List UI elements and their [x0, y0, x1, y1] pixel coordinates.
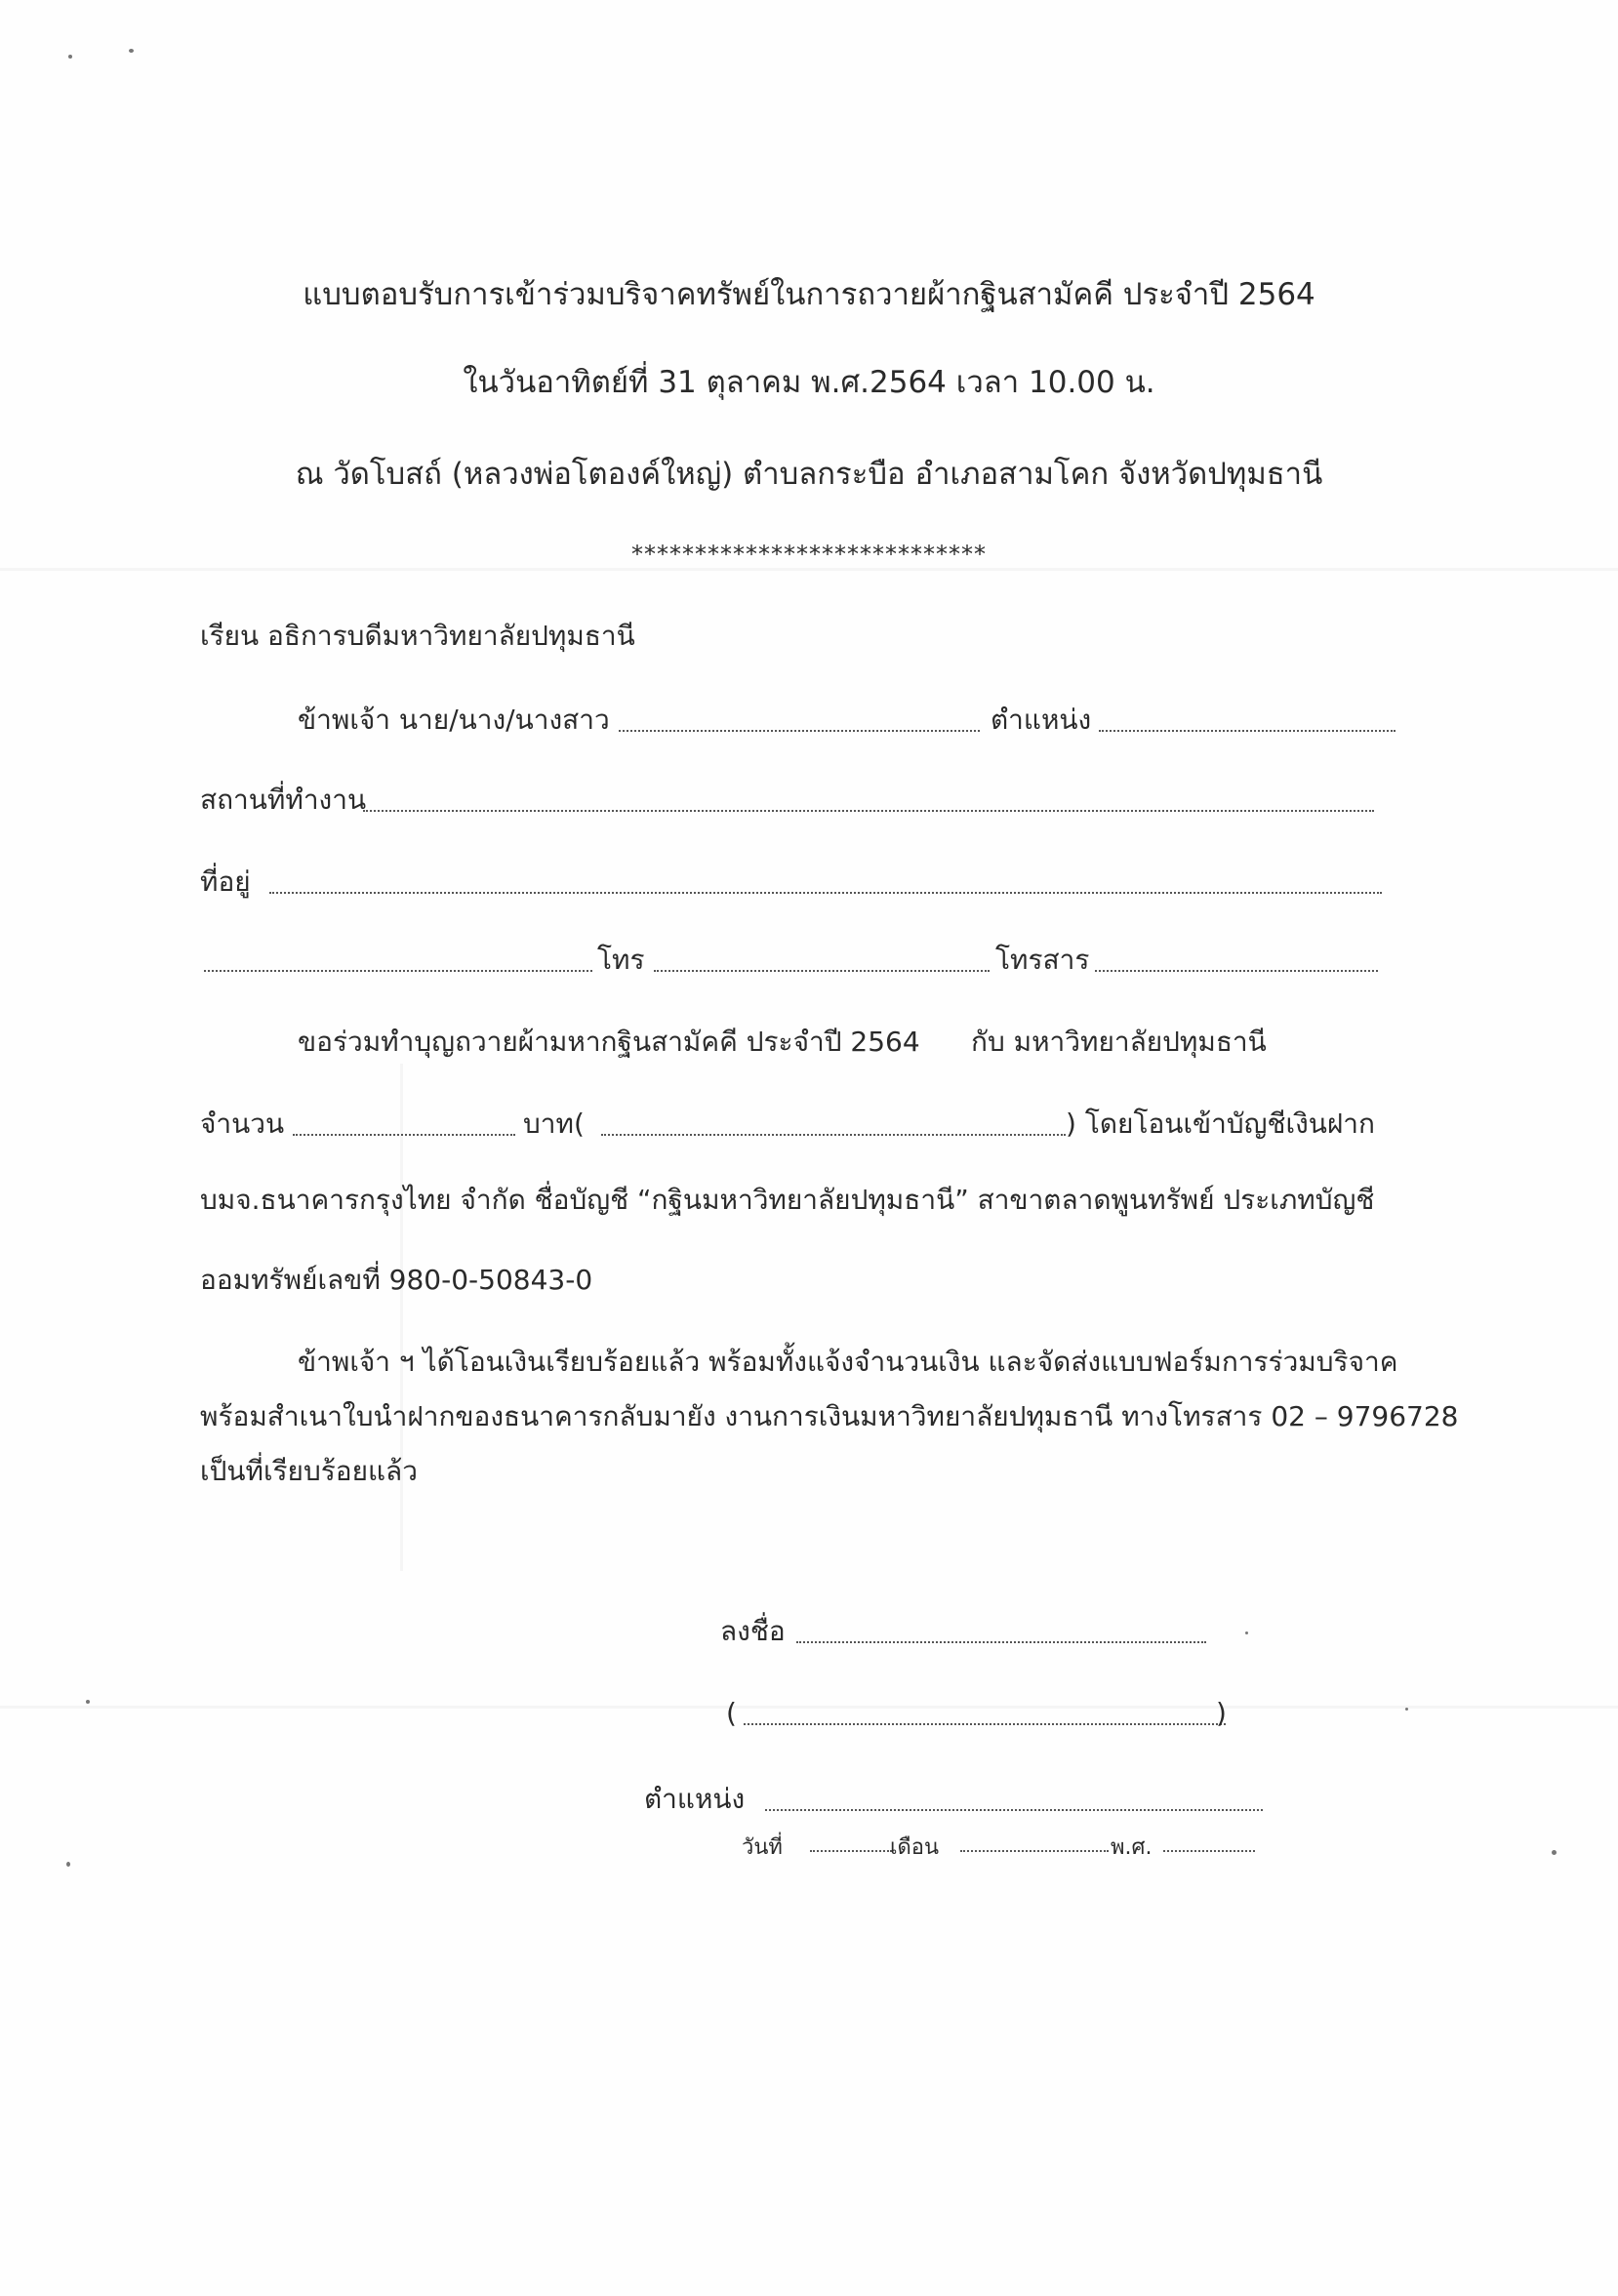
- paren-close: ): [1216, 1697, 1227, 1729]
- phone-field[interactable]: [654, 945, 990, 972]
- signature-field[interactable]: [796, 1616, 1206, 1643]
- amount-label: จำนวน: [200, 1108, 285, 1140]
- position-field[interactable]: [1099, 705, 1396, 732]
- scan-speck: [1245, 1631, 1248, 1634]
- printed-name-field[interactable]: [744, 1698, 1226, 1725]
- workplace-label: สถานที่ทำงาน: [200, 784, 367, 816]
- account-number: ออมทรัพย์เลขที่ 980-0-50843-0: [200, 1264, 593, 1296]
- scan-speck: [86, 1700, 90, 1704]
- fax-label: โทรสาร: [995, 944, 1090, 976]
- name-field[interactable]: [619, 705, 980, 732]
- event-date: ในวันอาทิตย์ที่ 31 ตุลาคม พ.ศ.2564 เวลา 10.00 น.: [463, 365, 1155, 400]
- amount-words-field[interactable]: [601, 1108, 1066, 1136]
- event-location: ณ วัดโบสถ์ (หลวงพ่อโตองค์ใหญ่) ตำบลกระบือ อำเภอสามโคก จังหวัดปทุมธานี: [295, 457, 1323, 492]
- form-title: แบบตอบรับการเข้าร่วมบริจาคทรัพย์ในการถวายผ้ากฐินสามัคคี ประจำปี 2564: [303, 277, 1315, 312]
- scan-speck: [1552, 1850, 1557, 1855]
- address-field-line2[interactable]: [204, 945, 592, 972]
- salutation: เรียน อธิการบดีมหาวิทยาลัยปทุมธานี: [200, 620, 635, 652]
- join-text: ขอร่วมทำบุญถวายผ้ามหากฐินสามัคคี ประจำปี 2564: [298, 1026, 920, 1058]
- scan-fold-mark: [400, 1064, 403, 1571]
- amount-field[interactable]: [293, 1108, 515, 1136]
- month-field[interactable]: [960, 1831, 1109, 1852]
- address-label: ที่อยู่: [200, 866, 251, 898]
- phone-label: โทร: [597, 944, 645, 976]
- paren-open: (: [726, 1697, 737, 1729]
- baht-label: บาท(: [523, 1108, 585, 1140]
- fax-field[interactable]: [1095, 945, 1378, 972]
- confirm-line-3: เป็นที่เรียบร้อยแล้ว: [200, 1455, 418, 1487]
- year-field[interactable]: [1163, 1831, 1255, 1852]
- position-label: ตำแหน่ง: [991, 704, 1092, 736]
- scan-speck: [1405, 1708, 1408, 1711]
- join-with: กับ มหาวิทยาลัยปทุมธานี: [971, 1026, 1267, 1058]
- transfer-text: ) โดยโอนเข้าบัญชีเงินฝาก: [1066, 1108, 1375, 1140]
- signer-position-label: ตำแหน่ง: [644, 1783, 746, 1815]
- confirm-line-1: ข้าพเจ้า ฯ ได้โอนเงินเรียบร้อยแล้ว พร้อมทั้งแจ้งจำนวนเงิน และจัดส่งแบบฟอร์มการร่วมบริจาค: [298, 1346, 1398, 1378]
- bank-account-line: บมจ.ธนาคารกรุงไทย จำกัด ชื่อบัญชี “กฐินมหาวิทยาลัยปทุมธานี” สาขาตลาดพูนทรัพย์ ประเภทบัญชี: [200, 1184, 1375, 1216]
- date-field[interactable]: [810, 1831, 892, 1852]
- scan-speck: [66, 1862, 70, 1867]
- signer-position-field[interactable]: [765, 1784, 1263, 1811]
- year-label: พ.ศ.: [1111, 1835, 1153, 1860]
- sign-label: ลงชื่อ: [720, 1615, 786, 1647]
- divider-stars: ****************************: [631, 541, 987, 568]
- scan-speck: [68, 55, 72, 59]
- workplace-field[interactable]: [363, 785, 1374, 812]
- name-label: ข้าพเจ้า นาย/นาง/นางสาว: [298, 704, 610, 736]
- confirm-line-2: พร้อมสำเนาใบนำฝากของธนาคารกลับมายัง งานการเงินมหาวิทยาลัยปทุมธานี ทางโทรสาร 02 – 9796728: [200, 1400, 1459, 1432]
- date-label: วันที่: [742, 1835, 783, 1860]
- scan-speck: [129, 49, 134, 53]
- address-field[interactable]: [269, 866, 1382, 894]
- month-label: เดือน: [890, 1835, 940, 1860]
